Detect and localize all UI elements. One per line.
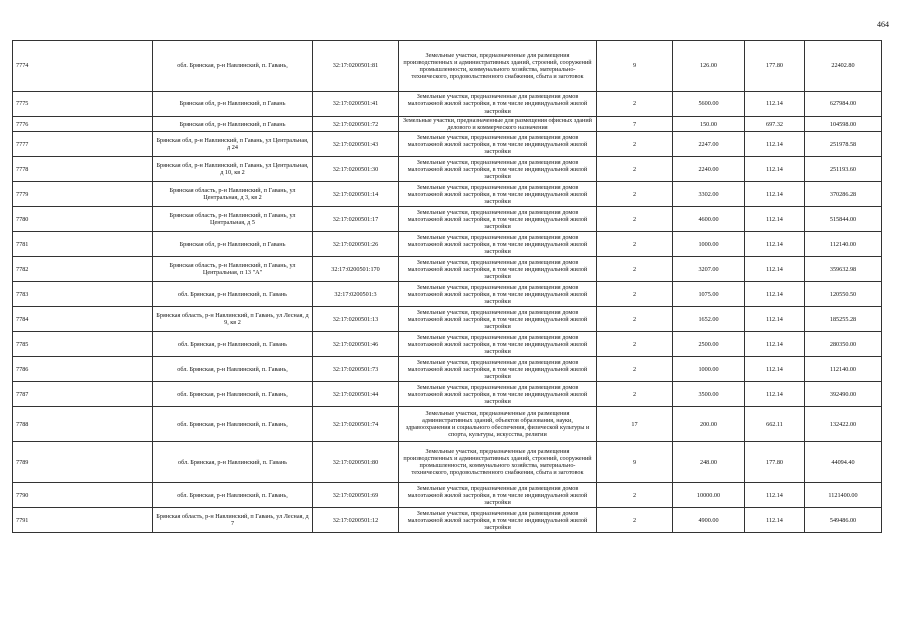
rate-cell: 177.80	[745, 41, 805, 92]
area-cell: 150.00	[673, 117, 745, 132]
address-cell: Брянская обл, р-н Навлинский, п Гавань, ул Центральная, д 10, кв 2	[153, 157, 313, 182]
code-cell: 2	[597, 382, 673, 407]
code-cell: 2	[597, 307, 673, 332]
address-cell: обл. Брянская, р-н Навлинский, п. Гавань	[153, 282, 313, 307]
area-cell: 248.00	[673, 442, 745, 483]
cadastral-number-cell: 32:17:0200501:14	[313, 182, 399, 207]
table-row	[13, 357, 882, 382]
cadastral-number-cell: 32:17:0200501:69	[313, 483, 399, 508]
value-cell: 392490.00	[805, 382, 882, 407]
code-cell: 2	[597, 232, 673, 257]
purpose-cell: Земельные участки, предназначенные для размещения офисных зданий делового и коммерческого назначения	[399, 117, 597, 132]
code-cell: 2	[597, 182, 673, 207]
cadastral-number-cell: 32:17:0200501:43	[313, 132, 399, 157]
area-cell: 1652.00	[673, 307, 745, 332]
cadastral-number-cell: 32:17:0200501:72	[313, 117, 399, 132]
address-cell: Брянская область, р-н Навлинский, п Гавань, ул Лесная, д 7	[153, 508, 313, 533]
row-number-cell: 7778	[13, 157, 153, 182]
table-body	[13, 41, 882, 533]
purpose-cell: Земельные участки, предназначенные для размещения производственных и административных зданий, строений, сооружений промышленности, коммунального хозяйства, материально-технического, продовольственного снабжения, сбыта и заготовок	[399, 41, 597, 92]
code-cell: 9	[597, 41, 673, 92]
table-row	[13, 332, 882, 357]
area-cell: 3500.00	[673, 382, 745, 407]
code-cell: 7	[597, 117, 673, 132]
code-cell: 2	[597, 157, 673, 182]
value-cell: 515844.00	[805, 207, 882, 232]
value-cell: 132422.00	[805, 407, 882, 442]
rate-cell: 697.32	[745, 117, 805, 132]
row-number-cell: 7790	[13, 483, 153, 508]
code-cell: 2	[597, 207, 673, 232]
cadastral-number-cell: 32:17:0200501:81	[313, 41, 399, 92]
purpose-cell: Земельные участки, предназначенные для размещения домов малоэтажной жилой застройки, в том числе индивидуальной жилой застройки	[399, 182, 597, 207]
rate-cell: 112.14	[745, 207, 805, 232]
address-cell: Брянская обл, р-н Навлинский, п Гавань	[153, 232, 313, 257]
area-cell: 2247.00	[673, 132, 745, 157]
row-number-cell: 7781	[13, 232, 153, 257]
cadastral-value-table	[12, 40, 882, 533]
area-cell: 1075.00	[673, 282, 745, 307]
value-cell: 370286.28	[805, 182, 882, 207]
address-cell: Брянская область, р-н Навлинский, п Гавань, ул Центральная, п 13 "А"	[153, 257, 313, 282]
area-cell: 4900.00	[673, 508, 745, 533]
cadastral-number-cell: 32:17:0200501:73	[313, 357, 399, 382]
rate-cell: 177.80	[745, 442, 805, 483]
address-cell: Брянская область, р-н Навлинский, п Гавань, ул Центральная, д 3, кв 2	[153, 182, 313, 207]
table-row	[13, 182, 882, 207]
table-row	[13, 508, 882, 533]
purpose-cell: Земельные участки, предназначенные для размещения домов малоэтажной жилой застройки, в том числе индивидуальной жилой застройки	[399, 257, 597, 282]
purpose-cell: Земельные участки, предназначенные для размещения домов малоэтажной жилой застройки, в том числе индивидуальной жилой застройки	[399, 307, 597, 332]
address-cell: Брянская область, р-н Навлинский, п Гавань, ул Лесная, д 9, кв 2	[153, 307, 313, 332]
address-cell: обл. Брянская, р-н Навлинский, п. Гавань,	[153, 483, 313, 508]
value-cell: 549486.00	[805, 508, 882, 533]
code-cell: 2	[597, 132, 673, 157]
rate-cell: 112.14	[745, 307, 805, 332]
table-row	[13, 117, 882, 132]
area-cell: 3207.00	[673, 257, 745, 282]
code-cell: 2	[597, 257, 673, 282]
rate-cell: 112.14	[745, 282, 805, 307]
row-number-cell: 7787	[13, 382, 153, 407]
table-row	[13, 92, 882, 117]
area-cell: 5600.00	[673, 92, 745, 117]
area-cell: 126.00	[673, 41, 745, 92]
area-cell: 3302.00	[673, 182, 745, 207]
address-cell: обл. Брянская, р-н Навлинский, п. Гавань	[153, 442, 313, 483]
value-cell: 120550.50	[805, 282, 882, 307]
cadastral-number-cell: 32:17:0200501:41	[313, 92, 399, 117]
code-cell: 2	[597, 483, 673, 508]
purpose-cell: Земельные участки, предназначенные для размещения домов малоэтажной жилой застройки, в том числе индивидуальной жилой застройки	[399, 132, 597, 157]
cadastral-number-cell: 32:17:0200501:30	[313, 157, 399, 182]
cadastral-number-cell: 32:17:0200501:170	[313, 257, 399, 282]
code-cell: 2	[597, 508, 673, 533]
rate-cell: 112.14	[745, 508, 805, 533]
purpose-cell: Земельные участки, предназначенные для размещения домов малоэтажной жилой застройки, в том числе индивидуальной жилой застройки	[399, 232, 597, 257]
cadastral-number-cell: 32:17:0200501:46	[313, 332, 399, 357]
row-number-cell: 7789	[13, 442, 153, 483]
table-row	[13, 307, 882, 332]
code-cell: 9	[597, 442, 673, 483]
address-cell: обл. Брянская, р-н Навлинский, п. Гавань	[153, 332, 313, 357]
address-cell: Брянская обл, р-н Навлинский, п Гавань	[153, 92, 313, 117]
cadastral-number-cell: 32:17:0200501:13	[313, 307, 399, 332]
cadastral-number-cell: 32:17:0200501:26	[313, 232, 399, 257]
value-cell: 112140.00	[805, 232, 882, 257]
purpose-cell: Земельные участки, предназначенные для размещения производственных и административных зданий, строений, сооружений промышленности, коммунального хозяйства, материально-технического, продовольственного снабжения, сбыта и заготовок	[399, 442, 597, 483]
row-number-cell: 7782	[13, 257, 153, 282]
rate-cell: 112.14	[745, 357, 805, 382]
row-number-cell: 7791	[13, 508, 153, 533]
code-cell: 2	[597, 92, 673, 117]
area-cell: 2500.00	[673, 332, 745, 357]
area-cell: 200.00	[673, 407, 745, 442]
address-cell: Брянская обл, р-н Навлинский, п Гавань, ул Центральная, д 24	[153, 132, 313, 157]
rate-cell: 112.14	[745, 232, 805, 257]
code-cell: 2	[597, 282, 673, 307]
cadastral-number-cell: 32:17:0200501:74	[313, 407, 399, 442]
area-cell: 1000.00	[673, 232, 745, 257]
address-cell: Брянская обл, р-н Навлинский, п Гавань	[153, 117, 313, 132]
purpose-cell: Земельные участки, предназначенные для размещения домов малоэтажной жилой застройки, в том числе индивидуальной жилой застройки	[399, 207, 597, 232]
address-cell: Брянская область, р-н Навлинский, п Гавань, ул Центральная, д 5	[153, 207, 313, 232]
value-cell: 359632.98	[805, 257, 882, 282]
cadastral-number-cell: 32:17:0200501:80	[313, 442, 399, 483]
cadastral-number-cell: 32:17:0200501:12	[313, 508, 399, 533]
rate-cell: 112.14	[745, 132, 805, 157]
value-cell: 185255.28	[805, 307, 882, 332]
table-row	[13, 232, 882, 257]
purpose-cell: Земельные участки, предназначенные для размещения административных зданий, объектов образования, науки, здравоохранения и социального обеспечения, физической культуры и спорта, культуры, искусства, религии	[399, 407, 597, 442]
address-cell: обл. Брянская, р-н Навлинский, п. Гавань,	[153, 357, 313, 382]
purpose-cell: Земельные участки, предназначенные для размещения домов малоэтажной жилой застройки, в том числе индивидуальной жилой застройки	[399, 92, 597, 117]
purpose-cell: Земельные участки, предназначенные для размещения домов малоэтажной жилой застройки, в том числе индивидуальной жилой застройки	[399, 332, 597, 357]
cadastral-number-cell: 32:17:0200501:3	[313, 282, 399, 307]
row-number-cell: 7785	[13, 332, 153, 357]
table-row	[13, 483, 882, 508]
value-cell: 1121400.00	[805, 483, 882, 508]
table-row	[13, 442, 882, 483]
area-cell: 1000.00	[673, 357, 745, 382]
row-number-cell: 7774	[13, 41, 153, 92]
table-row	[13, 407, 882, 442]
purpose-cell: Земельные участки, предназначенные для размещения домов малоэтажной жилой застройки, в том числе индивидуальной жилой застройки	[399, 357, 597, 382]
row-number-cell: 7788	[13, 407, 153, 442]
purpose-cell: Земельные участки, предназначенные для размещения домов малоэтажной жилой застройки, в том числе индивидуальной жилой застройки	[399, 483, 597, 508]
value-cell: 280350.00	[805, 332, 882, 357]
value-cell: 627984.00	[805, 92, 882, 117]
table-row	[13, 257, 882, 282]
table-row	[13, 41, 882, 92]
page-number: 464	[877, 20, 889, 29]
value-cell: 251978.58	[805, 132, 882, 157]
rate-cell: 112.14	[745, 182, 805, 207]
cadastral-number-cell: 32:17:0200501:17	[313, 207, 399, 232]
rate-cell: 112.14	[745, 483, 805, 508]
purpose-cell: Земельные участки, предназначенные для размещения домов малоэтажной жилой застройки, в том числе индивидуальной жилой застройки	[399, 282, 597, 307]
code-cell: 17	[597, 407, 673, 442]
cadastral-number-cell: 32:17:0200501:44	[313, 382, 399, 407]
rate-cell: 112.14	[745, 382, 805, 407]
address-cell: обл. Брянская, р-н Навлинский, п. Гавань,	[153, 41, 313, 92]
code-cell: 2	[597, 332, 673, 357]
table-row	[13, 207, 882, 232]
row-number-cell: 7784	[13, 307, 153, 332]
value-cell: 251193.60	[805, 157, 882, 182]
row-number-cell: 7776	[13, 117, 153, 132]
value-cell: 104598.00	[805, 117, 882, 132]
purpose-cell: Земельные участки, предназначенные для размещения домов малоэтажной жилой застройки, в том числе индивидуальной жилой застройки	[399, 157, 597, 182]
rate-cell: 112.14	[745, 157, 805, 182]
address-cell: обл. Брянская, р-н Навлинский, п. Гавань,	[153, 407, 313, 442]
row-number-cell: 7775	[13, 92, 153, 117]
row-number-cell: 7786	[13, 357, 153, 382]
rate-cell: 112.14	[745, 92, 805, 117]
table-row	[13, 157, 882, 182]
table-row	[13, 282, 882, 307]
rate-cell: 662.11	[745, 407, 805, 442]
address-cell: обл. Брянская, р-н Навлинский, п. Гавань,	[153, 382, 313, 407]
table-row	[13, 132, 882, 157]
rate-cell: 112.14	[745, 332, 805, 357]
area-cell: 2240.00	[673, 157, 745, 182]
row-number-cell: 7777	[13, 132, 153, 157]
row-number-cell: 7783	[13, 282, 153, 307]
code-cell: 2	[597, 357, 673, 382]
purpose-cell: Земельные участки, предназначенные для размещения домов малоэтажной жилой застройки, в том числе индивидуальной жилой застройки	[399, 382, 597, 407]
row-number-cell: 7780	[13, 207, 153, 232]
purpose-cell: Земельные участки, предназначенные для размещения домов малоэтажной жилой застройки, в том числе индивидуальной жилой застройки	[399, 508, 597, 533]
row-number-cell: 7779	[13, 182, 153, 207]
value-cell: 44094.40	[805, 442, 882, 483]
table-row	[13, 382, 882, 407]
rate-cell: 112.14	[745, 257, 805, 282]
area-cell: 4600.00	[673, 207, 745, 232]
value-cell: 22402.80	[805, 41, 882, 92]
value-cell: 112140.00	[805, 357, 882, 382]
area-cell: 10000.00	[673, 483, 745, 508]
